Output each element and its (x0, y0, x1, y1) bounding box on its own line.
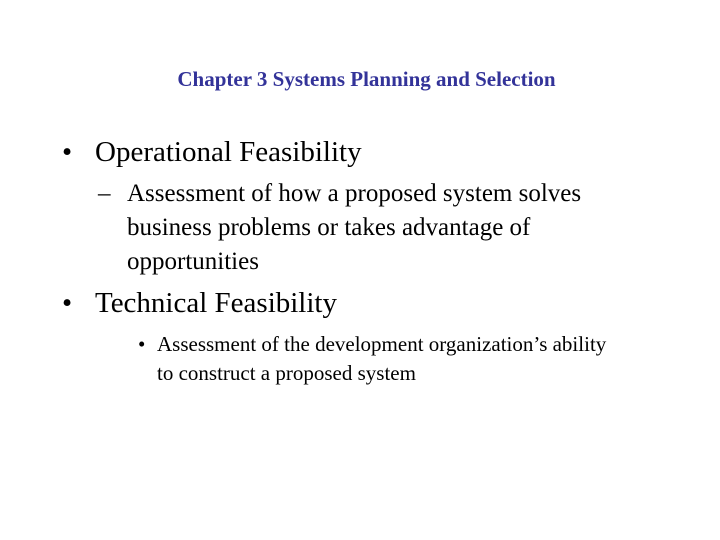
bullet-marker: • (138, 332, 146, 356)
sub-bullet-operational-description (98, 177, 657, 279)
bullet-technical-feasibility (62, 287, 695, 319)
sub-bullet-text: Assessment of how a proposed system solves business problems or takes advantage of opportunities (127, 180, 582, 275)
bullet-marker: • (62, 287, 73, 319)
bullet-marker: • (62, 136, 73, 168)
slide-title: Chapter 3 Systems Planning and Selection (177, 67, 556, 91)
sub-bullet-technical-description (138, 330, 627, 388)
bullet-text: Operational Feasibility (95, 136, 362, 168)
bullet-operational-feasibility (62, 136, 695, 168)
bullet-text: Technical Feasibility (95, 287, 337, 319)
sub-bullet-text: Assessment of the development organization’s ability to construct a proposed system (157, 332, 607, 385)
dash-marker: – (98, 180, 111, 207)
